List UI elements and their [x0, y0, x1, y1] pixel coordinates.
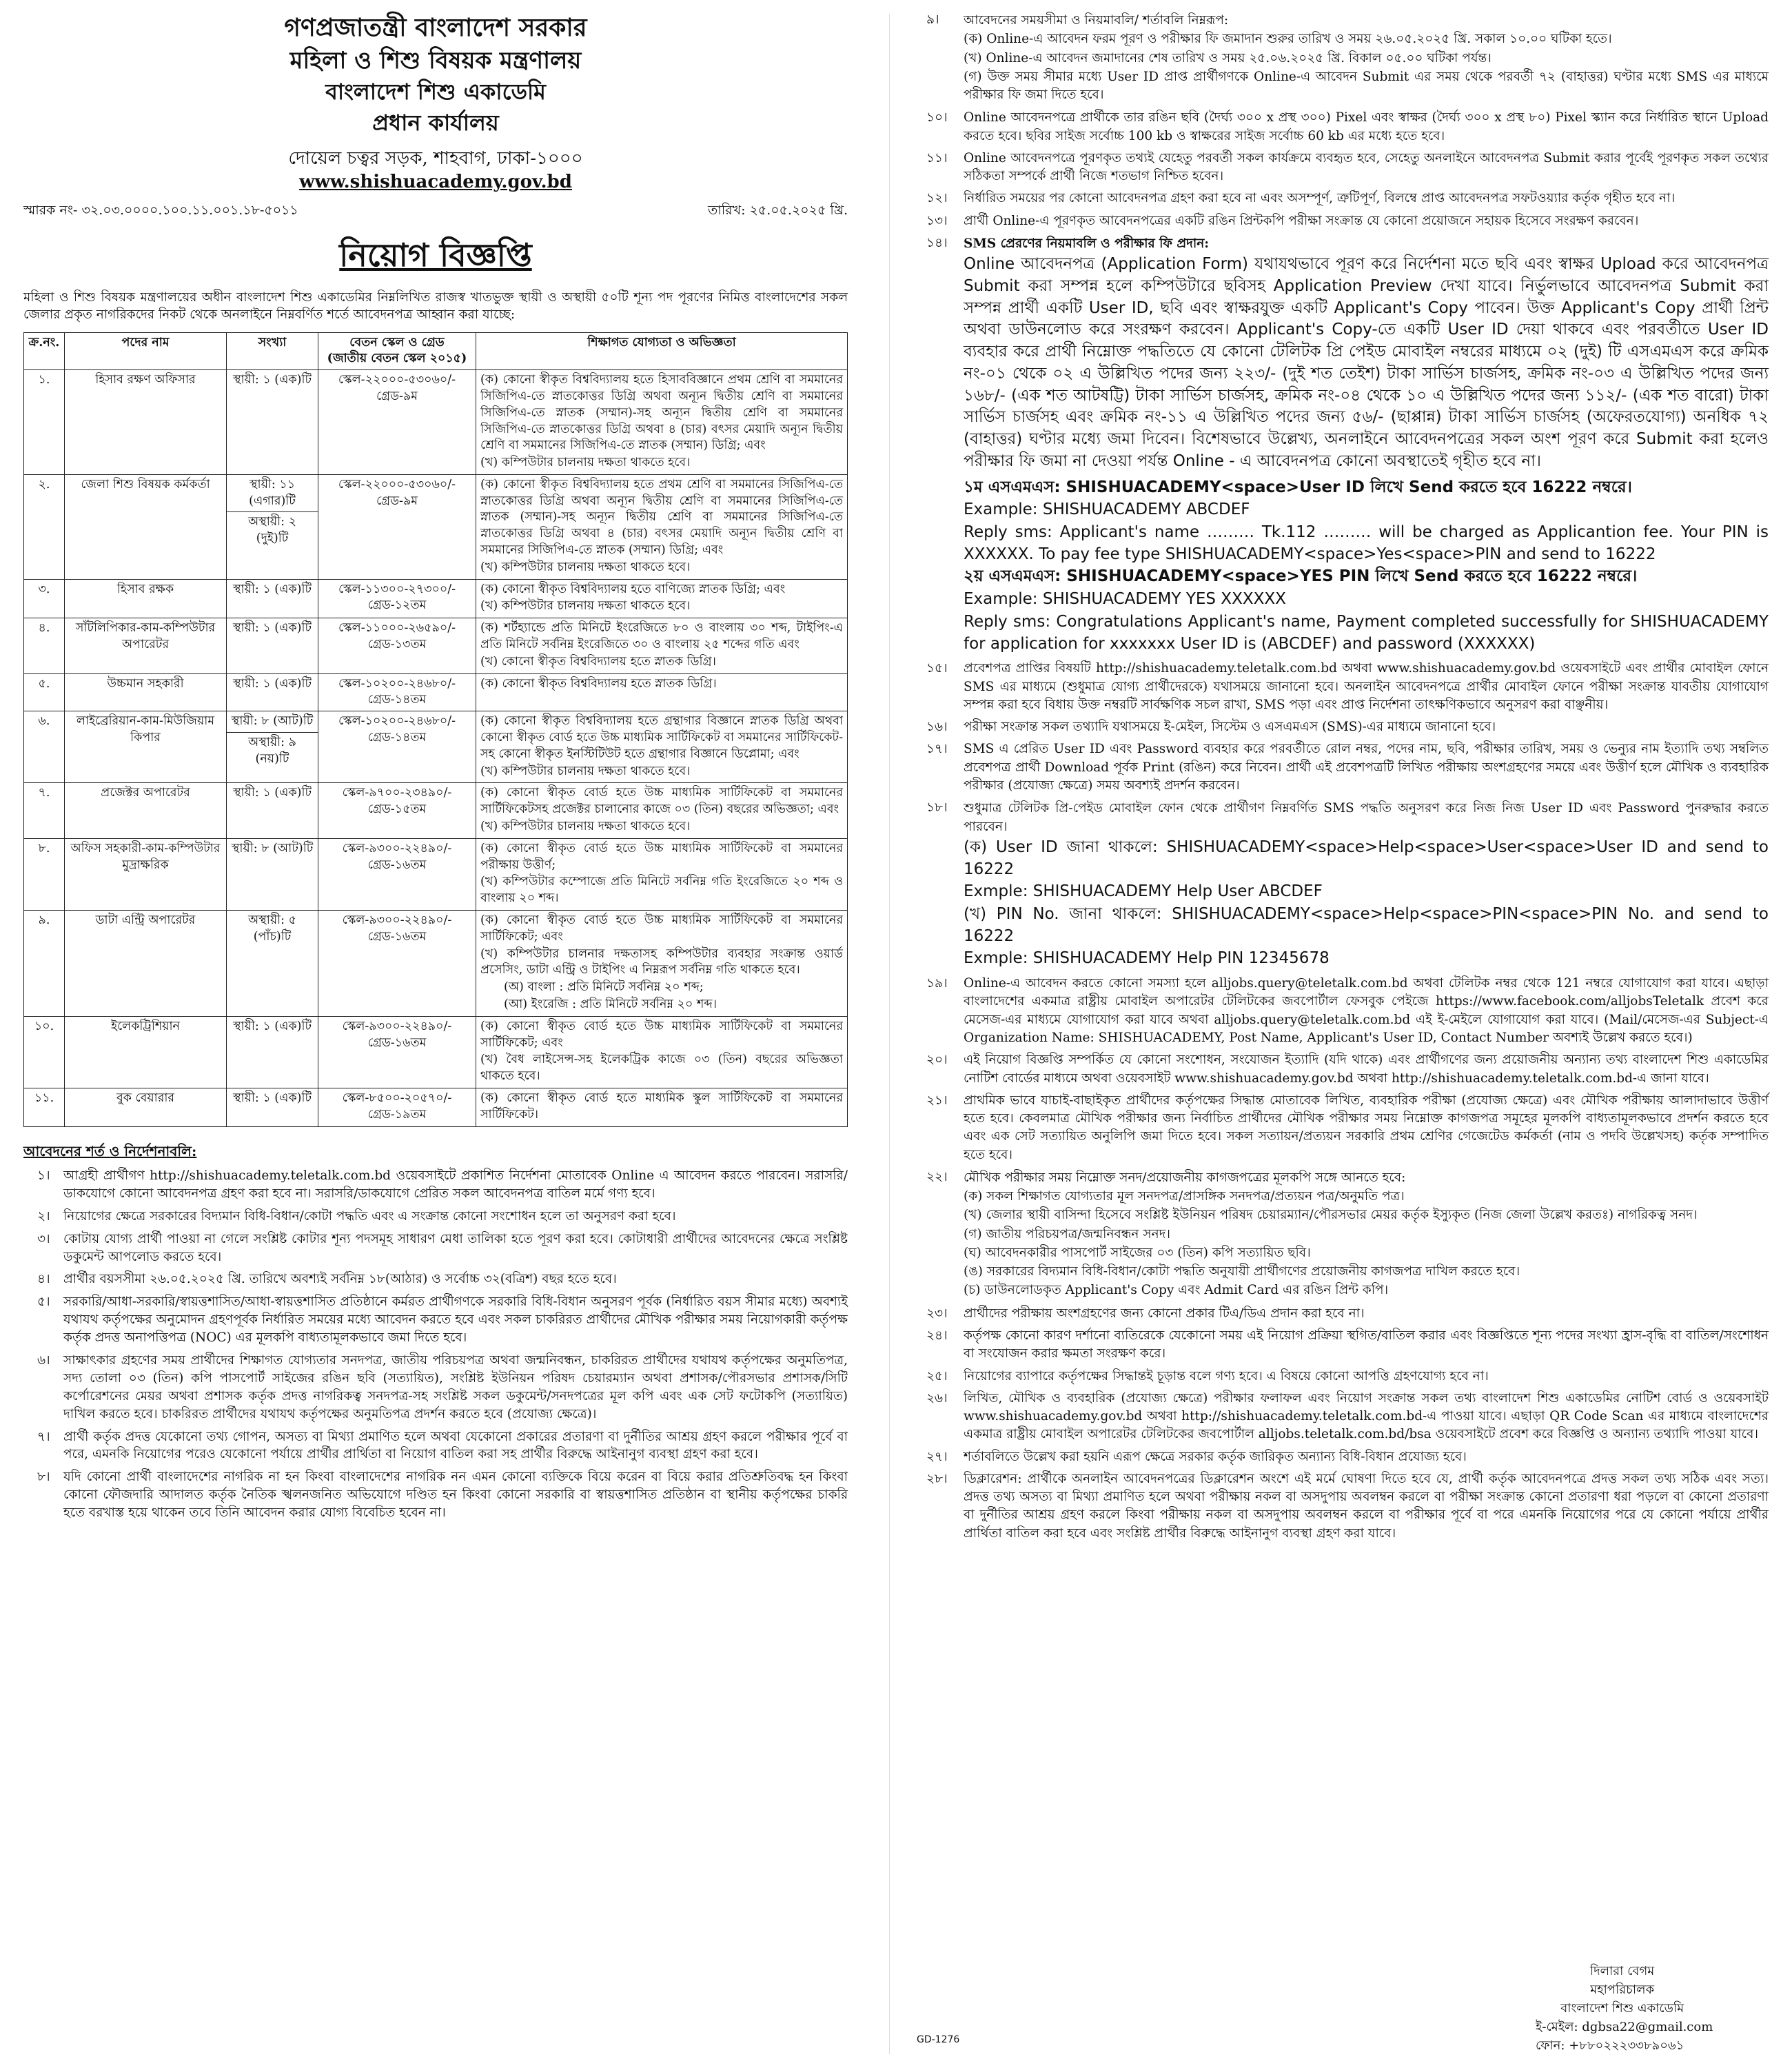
signatory-phone: ফোন: +৮৮০২২২৩৩৮৯০৬১ — [1536, 2038, 1684, 2053]
recovery-pin-example: Exmple: SHISHUACADEMY Help PIN 12345678 — [964, 949, 1330, 968]
viva-doc-a: (ক) সকল শিক্ষাগত যোগ্যতার মূল সনদপত্র/প্রাসঙ্গিক সনদপত্র/প্রত্যয়ন পত্র/অনুমতি পত্র। — [964, 1189, 1405, 1204]
cell-count — [227, 579, 318, 618]
post-count: অস্থায়ী: ২ (দুই)টি — [227, 511, 318, 549]
qualification-line: (খ) কম্পিউটার চালনার দক্ষতাসহ কম্পিউটার ব্যবহার সংক্রান্ত ওয়ার্ড প্রসেসিং, ডাটা এন্ট্রি ও টাইপিং এ নিম্নরূপ সর্বনিম্ন গতি থাকতে হবে। — [480, 946, 843, 977]
memo-number: স্মারক নং- ৩২.০৩.০০০০.১০০.১১.০০১.১৮-৫০১১ — [23, 203, 298, 219]
cell-qualification — [476, 911, 848, 1017]
cell-serial: ১. — [24, 370, 65, 475]
recovery-intro: শুধুমাত্র টেলিটক প্রি-পেইড মোবাইল ফোন থেকে প্রার্থীগণ নিম্নবর্ণিত SMS পদ্ধতি অনুসরণ করে নিজ নিজ User ID এবং Password পুনরুদ্ধার করতে পারবেন। — [964, 801, 1769, 834]
cell-qualification — [476, 838, 848, 910]
item-number: ৪। — [37, 1272, 50, 1287]
table-row — [24, 579, 848, 618]
cell-pay-scale — [318, 370, 476, 475]
item-number: ২৩। — [926, 1306, 948, 1321]
pay-grade: গ্রেড-১৩তম — [367, 638, 427, 652]
cell-count — [227, 1016, 318, 1088]
list-item — [917, 740, 1769, 795]
list-item — [917, 109, 1769, 145]
col-header-scale-sub: (জাতীয় বেতন স্কেল ২০১৫) — [327, 352, 467, 366]
item-number: ১২। — [926, 191, 948, 206]
list-item — [917, 1168, 1769, 1301]
post-count: স্থায়ী: ১ (এক)টি — [232, 621, 312, 636]
cell-qualification — [476, 370, 848, 475]
pay-grade: গ্রেড-১৫তম — [367, 802, 427, 817]
qualification-line: (ক) কোনো স্বীকৃত বোর্ড হতে উচ্চ মাধ্যমিক সার্টিফিকেট বা সমমানের সার্টিফিকেটসহ প্রজেক্টর চালানোর কাজে ০৩ (তিন) বছরের অভিজ্ঞতা; এবং — [480, 786, 843, 817]
table-header-row — [24, 332, 848, 370]
item-number: ১৭। — [926, 742, 948, 757]
cell-count — [227, 783, 318, 838]
org-name: বাংলাদেশ শিশু একাডেমি — [325, 79, 546, 105]
pay-scale: স্কেল-২২০০০-৫৩০৬০/- — [338, 373, 456, 387]
post-count: স্থায়ী: ১ (এক)টি — [232, 582, 312, 596]
intro-paragraph: মহিলা ও শিশু বিষয়ক মন্ত্রণালয়ের অধীন বাংলাদেশ শিশু একাডেমির নিম্নলিখিত রাজস্ব খাতভুক্ত স্থায়ী ও অস্থায়ী ৫০টি শূন্য পদ পূরণের নিমিত্ত বাংলাদেশের সকল জেলার প্রকৃত নাগরিকদের নিকট থেকে অনলাইনে নিম্নবর্ণিত শর্তে আবেদনপত্র আহ্বান করা যাচ্ছে: — [23, 290, 848, 323]
table-row — [24, 474, 848, 579]
cell-post-name: ইলেকট্রিশিয়ান — [65, 1016, 227, 1088]
item-text: প্রার্থী কর্তৃক প্রদত্ত যেকোনো তথ্য গোপন, অসত্য বা মিথ্যা প্রমাণিত হলে অথবা যেকোনো প্রকারের প্রতারণা বা দুর্নীতির আশ্রয় গ্রহণ করলে পরীক্ষার পূর্বে বা পরে, এমনকি নিয়োগের পরেও যেকোনো পর্যায়ে প্রার্থীর প্রার্থিতা বা নিয়োগ বাতিল করা সহ প্রার্থীর বিরুদ্ধে আইনানুগ ব্যবস্থা গ্রহণ করা হবে। — [63, 1429, 848, 1462]
sms-instructions: Online আবেদনপত্র (Application Form) যথাযথভাবে পূরণ করে নির্দেশনা মতে ছবি এবং স্বাক্ষর Upload করে আবেদনপত্র Submit করা সম্পন্ন হলে কম্পিউটারে ছবিসহ Application Preview দেখা যাবে। নির্ভুলভাবে আবেদনপত্র Submit করা সম্পন্ন প্রার্থী একটি User ID, ছবি এবং স্বাক্ষরযুক্ত একটি Applicant's Copy পাবেন। উক্ত Applicant's Copy প্রার্থী প্রিন্ট অথবা ডাউনলোড করে সংরক্ষণ করবেন। Applicant's Copy-তে একটি User ID দেয়া থাকবে এবং পরবর্তীতে User ID ব্যবহার করে প্রার্থী নিম্নোক্ত পদ্ধতিতে যে কোনো টেলিটক প্রি পেইড মোবাইল নম্বরের মাধ্যমে ০২ (দুই) টি এসএমএস করে ক্রমিক নং-০১ থেকে ০২ এ উল্লিখিত পদের জন্য ২২৩/- (দুই শত তেইশ) টাকা সার্ভিস চার্জসহ, ক্রমিক নং-০৩ এ উল্লিখিত পদের জন্য ১৬৮/- (এক শত আটষট্টি) টাকা সার্ভিস চার্জসহ, ক্রমিক নং-০৪ থেকে ১০ এ উল্লিখিত পদের জন্য ১১২/- (এক শত বারো) টাকা সার্ভিস চার্জসহ এবং ক্রমিক নং-১১ এ উল্লিখিত পদের জন্য ৫৬/- (ছাপ্পান্ন) টাকা সার্ভিস চার্জসহ (অফেরতযোগ্য) অনধিক ৭২ (বাহাত্তর) ঘণ্টার মধ্যে জমা দিবেন। বিশেষভাবে উল্লেখ্য, অনলাইনে আবেদনপত্রের সকল অংশ পূরণ করে Submit করা হলেও পরীক্ষার ফি জমা না দেওয়া পর্যন্ত Online - এ আবেদনপত্র কোনো অবস্থাতেই গৃহীত হবে না। — [964, 255, 1769, 470]
right-column — [917, 11, 1769, 1547]
cell-post-name: ডাটা এন্ট্রি অপারেটর — [65, 911, 227, 1017]
pay-grade: গ্রেড-৯ম — [376, 389, 418, 403]
viva-doc-c: (গ) জাতীয় পরিচয়পত্র/জন্মনিবন্ধন সনদ। — [964, 1226, 1170, 1241]
qualification-line: (খ) বৈধ লাইসেন্স-সহ ইলেকট্রিক কাজে ০৩ (তিন) বছরের অভিজ্ঞতা থাকতে হবে। — [480, 1053, 843, 1084]
list-item — [917, 11, 1769, 105]
list-item — [917, 150, 1769, 186]
item-text: পরীক্ষা সংক্রান্ত সকল তথ্যাদি যথাসময়ে ই-মেইল, সিস্টেম ও এসএমএস (SMS)-এর মাধ্যমে জানানো হবে। — [964, 720, 1496, 735]
pay-grade: গ্রেড-১৬তম — [367, 858, 427, 872]
list-item — [917, 190, 1769, 207]
deadline-fee: (গ) উক্ত সময় সীমার মধ্যে User ID প্রাপ্ত প্রার্থীগণকে Online-এ আবেদন Submit এর সময় থেকে পরবর্তী ৭২ (বাহাত্তর) ঘণ্টার মধ্যে SMS এর মাধ্যমে পরীক্ষার ফি জমা দিতে হবে। — [964, 69, 1769, 103]
cell-qualification — [476, 711, 848, 783]
signature-block — [1531, 1962, 1713, 2055]
sms-second-example: Example: SHISHUACADEMY YES XXXXXX — [964, 590, 1286, 609]
item-number: ১৯। — [926, 976, 948, 991]
qualification-line: (খ) কম্পিউটার কম্পোজে প্রতি মিনিটে সর্বনিম্ন গতি ইংরেজিতে ২০ শব্দ ও বাংলায় ২০ শব্দ। — [480, 875, 843, 906]
item-number: ৬। — [37, 1352, 50, 1368]
sms-heading: SMS প্রেরণের নিয়মাবলি ও পরীক্ষার ফি প্রদান: — [964, 236, 1210, 251]
recovery-userid: (ক) User ID জানা থাকলে: SHISHUACADEMY<space>Help<space>User<space>User ID and send to 16222 — [964, 838, 1769, 878]
item-text: সরকারি/আধা-সরকারি/স্বায়ত্তশাসিত/আধা-স্বায়ত্তশাসিত প্রতিষ্ঠানে কর্মরত প্রার্থীগণকে সরকারি বিধি-বিধান অনুসরণ পূর্বক (নির্ধারিত বয়স সীমার মধ্যে) অবশ্যই যথাযথ কর্তৃপক্ষের অনুমোদন গ্রহণপূর্বক নির্ধারিত সময়ের মধ্যে আবেদন করতে হবে এবং সকল চাকরিরত প্রার্থীদের মৌখিক পরীক্ষার সময় নিয়োগকারী কর্তৃপক্ষ কর্তৃক প্রদত্ত অনাপত্তিপত্র (NOC) এর মূলকপি বাধ্যতামূলকভাবে জমা দিতে হবে। — [63, 1295, 848, 1346]
pay-scale: স্কেল-১১৩০০-২৭৩০০/- — [338, 582, 456, 596]
qualification-line: (ক) কোনো স্বীকৃত বিশ্ববিদ্যালয় হতে প্রথম শ্রেণি বা সমমানের সিজিপিএ-তে স্নাতকোত্তর ডিগ্রি অথবা অন্যূন দ্বিতীয় শ্রেণি বা সমমানের সিজিপিএ-তে স্নাতক (সম্মান)-সহ অন্যূন দ্বিতীয় শ্রেণি বা সমমানের সিজিপিএ-তে স্নাতকোত্তর ডিগ্রি অথবা ৪ (চার) বৎসর মেয়াদি অন্যূন দ্বিতীয় শ্রেণি বা সমমানের সিজিপিএ-তে স্নাতক (সম্মান) ডিগ্রি; এবং — [480, 477, 843, 558]
govt-name: গণপ্রজাতন্ত্রী বাংলাদেশ সরকার — [284, 13, 587, 42]
list-item — [917, 1470, 1769, 1543]
cell-pay-scale — [318, 711, 476, 783]
table-row — [24, 1016, 848, 1088]
qualification-line: (অ) বাংলা : প্রতি মিনিটে সর্বনিম্ন ২০ শব্দ; — [504, 980, 704, 995]
post-count: স্থায়ী: ১ (এক)টি — [232, 1091, 312, 1105]
post-count: অস্থায়ী: ৫ (পাঁচ)টি — [248, 913, 296, 944]
pay-grade: গ্রেড-৯ম — [376, 494, 418, 508]
table-row — [24, 618, 848, 673]
item-text: যদি কোনো প্রার্থী বাংলাদেশের নাগরিক না হন কিংবা বাংলাদেশের নাগরিক নন এমন কোনো ব্যক্তিকে বিয়ে করেন বা বিয়ে করার প্রতিশ্রুতিবদ্ধ হন কিংবা কোনো ফৌজদারি আদালত কর্তৃক নৈতিক স্খলনজনিত অভিযোগে দণ্ডিত হন কিংবা কোনো সরকারি বা স্বায়ত্তশাসিত প্রতিষ্ঠান বা স্থানীয় কর্তৃপক্ষের চাকরি হতে বরখাস্ত হয়ে থাকেন তবে তিনি আবেদন করার যোগ্য বিবেচিত হবেন না। — [63, 1470, 848, 1521]
recovery-pin: (খ) PIN No. জানা থাকলে: SHISHUACADEMY<space>Help<space>PIN<space>PIN No. and send to 16222 — [964, 905, 1769, 945]
signatory-email[interactable]: ই-মেইল: dgbsa22@gmail.com — [1536, 2020, 1713, 2034]
cell-pay-scale — [318, 474, 476, 579]
sms-first-reply: Reply sms: Applicant's name ……… Tk.112 ……… will be charged as Applicantion fee. Your PIN is XXXXXX. To pay fee type SHISHUACADEMY<space>Yes<space>PIN and send to 16222 — [964, 523, 1769, 563]
pay-scale: স্কেল-৯৭০০-২৩৪৯০/- — [342, 786, 452, 800]
list-item — [917, 1051, 1769, 1088]
cell-post-name: হিসাব রক্ষণ অফিসার — [65, 370, 227, 475]
item-text: শর্তাবলিতে উল্লেখ করা হয়নি এরূপ ক্ষেত্রে সরকার কর্তৃক জারিকৃত অন্যান্য বিধি-বিধান প্রযোজ্য হবে। — [964, 1449, 1467, 1464]
website-link[interactable]: www.shishuacademy.gov.bd — [299, 172, 572, 193]
viva-doc-d: (ঘ) আবেদনকারীর পাসপোর্ট সাইজের ০৩ (তিন) কপি সত্যায়িত ছবি। — [964, 1245, 1311, 1260]
item-text: Online-এ আবেদন করতে কোনো সমস্যা হলে alljobs.query@teletalk.com.bd অথবা টেলিটক নম্বর থেকে 121 নম্বরে যোগাযোগ করা যাবে। এছাড়া বাংলাদেশের একমাত্র রাষ্ট্রীয় মোবাইল অপারেটর টেলিটকের জবপোর্টাল ফেসবুক পেইজে https://www.facebook.com/alljobsTeletalk প্রবেশ করে মেসেজ-এর মাধ্যমে যোগাযোগ করা যাবে অথবা alljobs.query@teletalk.com.bd এই ই-মেইলে যোগাযোগ করা যাবে। (Mail/মেসেজ-এর Subject-এ Organization Name: SHISHUACADEMY, Post Name, Applicant's User ID, Contact Number অবশ্যই উল্লেখ করতে হবে।) — [964, 976, 1769, 1045]
cell-post-name: উচ্চমান সহকারী — [65, 673, 227, 711]
post-count: স্থায়ী: ১ (এক)টি — [232, 1019, 312, 1033]
qualification-line: (ক) কোনো স্বীকৃত বোর্ড হতে মাধ্যমিক স্কুল সার্টিফিকেট বা সমমানের সার্টিফিকেট। — [480, 1091, 843, 1122]
pay-scale: স্কেল-১১০০০-২৬৫৯০/- — [338, 621, 456, 636]
pay-grade: গ্রেড-১২তম — [367, 598, 427, 613]
list-item — [917, 975, 1769, 1047]
pay-grade: গ্রেড-১৬তম — [367, 1035, 427, 1050]
item-number: ১৬। — [926, 720, 948, 735]
cell-pay-scale — [318, 911, 476, 1017]
pay-scale: স্কেল-১০২০০-২৪৬৮০/- — [338, 676, 456, 691]
list-item — [917, 1448, 1769, 1466]
qualification-line: (খ) কম্পিউটার চালনায় দক্ষতা থাকতে হবে। — [480, 764, 691, 778]
recovery-userid-example: Exmple: SHISHUACADEMY Help User ABCDEF — [964, 882, 1323, 901]
viva-docs-intro: মৌখিক পরীক্ষার সময় নিম্নোক্ত সনদ/প্রয়োজনীয় কাগজপত্রের মূলকপি সঙ্গে আনতে হবে: — [964, 1170, 1406, 1185]
notice-title — [23, 234, 848, 276]
office-name: প্রধান কার্যালয় — [372, 109, 499, 136]
item-number: ২৫। — [926, 1368, 948, 1383]
memo-date: তারিখ: ২৫.০৫.২০২৫ খ্রি. — [707, 203, 848, 219]
list-item — [23, 1468, 848, 1522]
office-address: দোয়েল চত্বর সড়ক, শাহবাগ, ঢাকা-১০০০ — [288, 148, 583, 169]
sms-second-reply: Reply sms: Congratulations Applicant's name, Payment completed successfully for SHISHUACADEMY for application for xxxxxxx User ID is (ABCDEF) and password (XXXXXX) — [964, 612, 1769, 653]
qualification-line: (ক) কোনো স্বীকৃত বোর্ড হতে উচ্চ মাধ্যমিক সার্টিফিকেট বা সমমানের সার্টিফিকেট; এবং — [480, 1019, 843, 1050]
qualification-line: (খ) কম্পিউটার চালনায় দক্ষতা থাকতে হবে। — [480, 456, 691, 470]
item-number: ২২। — [926, 1169, 948, 1184]
posts-table-body — [24, 370, 848, 1126]
cell-serial: ২. — [24, 474, 65, 579]
item-text: নিয়োগের ব্যাপারে কর্তৃপক্ষের সিদ্ধান্তই চূড়ান্ত বলে গণ্য হবে। এ বিষয়ে কোনো আপত্তি গ্রহণযোগ্য হবে না। — [964, 1368, 1489, 1383]
cell-pay-scale — [318, 618, 476, 673]
col-header-scale-title: বেতন স্কেল ও গ্রেড — [349, 335, 445, 349]
cell-serial: ৫. — [24, 673, 65, 711]
item-number: ১৩। — [926, 213, 948, 228]
list-item — [917, 660, 1769, 714]
qualification-line: (খ) কোনো স্বীকৃত বিশ্ববিদ্যালয় হতে স্নাতক ডিগ্রি। — [480, 654, 716, 669]
item-text: এই নিয়োগ বিজ্ঞপ্তি সম্পর্কিত যে কোনো সংশোধন, সংযোজন ইত্যাদি (যদি থাকে) এবং প্রার্থীগণের জন্য প্রয়োজনীয় অন্যান্য তথ্য বাংলাদেশ শিশু একাডেমির নোটিশ বোর্ডের মাধ্যমে অথবা ওয়েবসাইট www.shishuacademy.gov.bd অথবা http://shishuacademy.teletalk.com.bd-এ জানা যাবে। — [964, 1053, 1769, 1086]
cell-post-name: প্রজেক্টর অপারেটর — [65, 783, 227, 838]
qualification-line: (ক) কোনো স্বীকৃত বোর্ড হতে উচ্চ মাধ্যমিক সার্টিফিকেট বা সমমানের সার্টিফিকেট; এবং — [480, 913, 843, 944]
cell-pay-scale — [318, 838, 476, 910]
cell-serial: ৬. — [24, 711, 65, 783]
list-item — [23, 1428, 848, 1464]
cell-count — [227, 911, 318, 1017]
cell-serial: ১০. — [24, 1016, 65, 1088]
post-count: স্থায়ী: ৮ (আট)টি — [231, 714, 314, 729]
table-row — [24, 911, 848, 1017]
col-header-qualification: শিক্ষাগত যোগ্যতা ও অভিজ্ঞতা — [476, 332, 848, 370]
table-row — [24, 711, 848, 783]
list-item — [917, 1327, 1769, 1364]
item-text: প্রবেশপত্র প্রাপ্তির বিষয়টি http://shishuacademy.teletalk.com.bd অথবা www.shishuacademy.gov.bd ওয়েবসাইটে এবং প্রার্থীর মোবাইল ফোনে SMS এর মাধ্যমে (শুধুমাত্র যোগ্য প্রার্থীদেরকে) যথাসময়ে জানানো হবে। অনলাইন আবেদনপত্রে প্রার্থীর মোবাইল ফোনে পরীক্ষা সংক্রান্ত যাবতীয় যোগাযোগ সম্পন্ন করা হবে বিধায় উক্ত নম্বরটি সার্বক্ষণিক সচল রাখা, SMS পড়া এবং প্রাপ্ত নির্দেশনা তাৎক্ষণিকভাবে অনুসরণ করা বাঞ্ছনীয়। — [964, 661, 1769, 712]
qualification-line: (ক) কোনো স্বীকৃত বোর্ড হতে উচ্চ মাধ্যমিক সার্টিফিকেট বা সমমানের পরীক্ষায় উত্তীর্ণ; — [480, 841, 843, 872]
signatory-designation: মহাপরিচালক — [1590, 1983, 1655, 1997]
table-row — [24, 370, 848, 475]
table-row — [24, 1088, 848, 1126]
pay-scale: স্কেল-৮৫০০-২০৫৭০/- — [342, 1091, 452, 1105]
list-item — [23, 1230, 848, 1266]
qualification-line: (ক) শর্টহ্যান্ডে প্রতি মিনিটে ইংরেজিতে ৮০ ও বাংলায় ৩০ শব্দ, টাইপিং-এ প্রতি মিনিটে সর্বনিম্ন ইংরেজিতে ৩০ ও বাংলায় ২৫ শব্দের গতি এবং — [480, 621, 843, 652]
deadline-heading: আবেদনের সময়সীমা ও নিয়মাবলি/ শর্তাবলি নিম্নরূপ: — [964, 13, 1229, 28]
list-item — [917, 234, 1769, 656]
letterhead — [23, 11, 848, 194]
item-number: ৩। — [37, 1231, 50, 1246]
cell-count — [227, 618, 318, 673]
qualification-line: (খ) কম্পিউটার চালনায় দক্ষতা থাকতে হবে। — [480, 599, 691, 614]
conditions-title: আবেদনের শর্ত ও নির্দেশনাবলি: — [23, 1142, 197, 1159]
pay-grade: গ্রেড-১৯তম — [367, 1107, 427, 1122]
qualification-line: (খ) কম্পিউটার চালনায় দক্ষতা থাকতে হবে। — [480, 820, 691, 834]
list-item — [917, 799, 1769, 971]
item-text: কোটায় যোগ্য প্রার্থী পাওয়া না গেলে সংশ্লিষ্ট কোটার শূন্য পদসমূহ সাধারণ মেধা তালিকা হতে পূরণ করা হবে। কোটাধারী প্রার্থীদের আবেদনের ক্ষেত্রে সংশ্লিষ্ট ডকুমেন্ট আপলোড করতে হবে। — [63, 1231, 848, 1264]
post-count: স্থায়ী: ১১ (এগার)টি — [249, 477, 296, 508]
item-text: কর্তৃপক্ষ কোনো কারণ দর্শানো ব্যতিরেকে যেকোনো সময় এই নিয়োগ প্রক্রিয়া স্থগিত/বাতিল করার এবং বিজ্ঞপ্তিতে শূন্য পদের সংখ্যা হ্রাস-বৃদ্ধি বা বাতিল/সংশোধন বা সংযোজন করার ক্ষমতা সংরক্ষণ করে। — [964, 1328, 1769, 1361]
cell-post-name: জেলা শিশু বিষয়ক কর্মকর্তা — [65, 474, 227, 579]
pay-scale: স্কেল-১০২০০-২৪৬৮০/- — [338, 714, 456, 729]
item-number: ২৮। — [926, 1471, 948, 1486]
item-text — [964, 1168, 1769, 1301]
list-item — [23, 1293, 848, 1347]
viva-doc-e: (ঙ) সরকারের বিদ্যমান বিধি-বিধান/কোটা পদ্ধতি অনুযায়ী প্রার্থীগণের প্রয়োজনীয় কাগজপত্র দাখিল করতে হবে। — [964, 1264, 1520, 1279]
deadline-end: (খ) Online-এ আবেদন জমাদানের শেষ তারিখ ও সময় ২৫.০৬.২০২৫ খ্রি. বিকাল ০৫.০০ ঘটিকা পর্যন্ত। — [964, 50, 1491, 65]
post-count: স্থায়ী: ৮ (আট)টি — [231, 841, 314, 855]
signatory-name: দিলারা বেগম — [1590, 1964, 1655, 1978]
cell-serial: ৯. — [24, 911, 65, 1017]
cell-pay-scale — [318, 1088, 476, 1126]
item-number: ৭। — [37, 1429, 50, 1444]
post-count: স্থায়ী: ১ (এক)টি — [232, 373, 312, 387]
notice-title-text: নিয়োগ বিজ্ঞপ্তি — [339, 236, 532, 274]
item-number: ২। — [37, 1208, 50, 1224]
left-column — [23, 11, 848, 1527]
item-number: ২০। — [926, 1053, 948, 1068]
table-row — [24, 838, 848, 910]
cell-count — [227, 1088, 318, 1126]
list-item — [917, 1305, 1769, 1323]
item-number: ১৫। — [926, 661, 948, 676]
list-item — [23, 1208, 848, 1226]
col-header-no: ক্র.নং. — [24, 332, 65, 370]
cell-count — [227, 370, 318, 475]
post-count: স্থায়ী: ১ (এক)টি — [232, 786, 312, 800]
item-text: SMS এ প্রেরিত User ID এবং Password ব্যবহার করে পরবর্তীতে রোল নম্বর, পদের নাম, ছবি, পরীক্ষার তারিখ, সময় ও ভেন্যুর নাম ইত্যাদি তথ্য সম্বলিত প্রবেশপত্র প্রার্থী Download পূর্বক Print (রঙিন) করে নিবেন। প্রার্থী এই প্রবেশপত্রটি লিখিত পরীক্ষায় অংশগ্রহণের সময়ে এবং উত্তীর্ণ হলে মৌখিক ও ব্যবহারিক পরীক্ষার (প্রযোজ্য ক্ষেত্রে) সময় অবশ্যই প্রদর্শন করবেন। — [964, 742, 1769, 793]
qualification-line: (আ) ইংরেজি : প্রতি মিনিটে সর্বনিম্ন ২০ শব্দ। — [504, 997, 717, 1011]
pay-grade: গ্রেড-১৬তম — [367, 929, 427, 944]
sms-second: ২য় এসএমএস: SHISHUACADEMY<space>YES PIN লিখে Send করতে হবে 16222 নম্বরে। — [964, 567, 1638, 586]
list-item — [23, 1352, 848, 1423]
cell-qualification — [476, 474, 848, 579]
pay-scale: স্কেল-২২০০০-৫৩০৬০/- — [338, 477, 456, 491]
cell-qualification — [476, 1088, 848, 1126]
item-text: আগ্রহী প্রার্থীগণ http://shishuacademy.teletalk.com.bd ওয়েবসাইটে প্রকাশিত নির্দেশনা মোতাবেক Online এ আবেদন করতে পারবেন। সরাসরি/ডাকযোগে কোনো আবেদনপত্র গ্রহণ করা হবে না। সরাসরি/ডাকযোগে প্রেরিত সকল আবেদনপত্র বাতিল মর্মে গণ্য হবে। — [63, 1168, 848, 1201]
cell-count — [227, 838, 318, 910]
sms-first: ১ম এসএমএস: SHISHUACADEMY<space>User ID লিখে Send করতে হবে 16222 নম্বরে। — [964, 478, 1632, 496]
viva-doc-f: (চ) ডাউনলোডকৃত Applicant's Copy এবং Admit Card এর রঙিন প্রিন্ট কপি। — [964, 1283, 1389, 1298]
item-text: সাক্ষাৎকার গ্রহণের সময় প্রার্থীদের শিক্ষাগত যোগ্যতার সনদপত্র, জাতীয় পরিচয়পত্র অথবা জন্মনিবন্ধন, চাকরিরত প্রার্থীদের যথাযথ কর্তৃপক্ষের অনুমতিপত্র, সদ্য তোলা ০৩ (তিন) কপি পাসপোর্ট সাইজের রঙিন ছবি (সত্যায়িত), সংশ্লিষ্ট ইউনিয়ন পরিষদ চেয়ারম্যান অথবা প্রশাসক/পৌরসভার প্রশাসক/সিটি কর্পোরেশনের মেয়র অথবা প্রশাসক কর্তৃক প্রদত্ত নাগরিকত্ব সনদপত্র-সহ সংশ্লিষ্ট সকল ডকুমেন্ট/সনদপত্রের মূল কপি এবং এক সেট ফটোকপি (সত্যায়িত) দাখিল করতে হবে। চাকরিরত প্রার্থীদের যথাযথ কর্তৃপক্ষের অনুমতিপত্র প্রদর্শন করতে হবে (প্রযোজ্য ক্ষেত্রে)। — [63, 1352, 848, 1421]
cell-count — [227, 673, 318, 711]
cell-serial: ৩. — [24, 579, 65, 618]
table-row — [24, 783, 848, 838]
item-number: ২১। — [926, 1093, 948, 1108]
signatory-org: বাংলাদেশ শিশু একাডেমি — [1560, 2001, 1684, 2016]
list-item — [23, 1270, 848, 1288]
cell-serial: ৭. — [24, 783, 65, 838]
item-text: প্রার্থী Online-এ পূরণকৃত আবেদনপত্রের একটি রঙিন প্রিন্টকপি পরীক্ষা সংক্রান্ত যে কোনো প্রয়োজনে সহায়ক হিসেবে সংরক্ষণ করবেন। — [964, 213, 1639, 228]
item-number: ৯। — [926, 12, 939, 27]
pay-scale: স্কেল-৯৩০০-২২৪৯০/- — [342, 1019, 452, 1033]
cell-qualification — [476, 579, 848, 618]
item-number: ১। — [37, 1168, 50, 1183]
conditions-list — [23, 1167, 848, 1522]
item-text: লিখিত, মৌখিক ও ব্যবহারিক (প্রযোজ্য ক্ষেত্রে) পরীক্ষার ফলাফল এবং নিয়োগ সংক্রান্ত সকল তথ্য বাংলাদেশ শিশু একাডেমির নোটিশ বোর্ড ও ওয়েবসাইট www.shishuacademy.gov.bd অথবা http://shishuacademy.teletalk.com.bd-এ পাওয়া যাবে। এছাড়া QR Code Scan এর মাধ্যমে বাংলাদেশের একমাত্র রাষ্ট্রীয় মোবাইল অপারেটর টেলিটকের জবপোর্টাল alljobs.teletalk.com.bd/bsa ওয়েবসাইটে প্রবেশ করে বিজ্ঞপ্তি ও অন্যান্য তথ্যাদি পাওয়া যাবে। — [964, 1390, 1769, 1442]
item-text: প্রার্থীদের পরীক্ষায় অংশগ্রহণের জন্য কোনো প্রকার টিএ/ডিএ প্রদান করা হবে না। — [964, 1306, 1365, 1321]
cell-pay-scale — [318, 579, 476, 618]
post-count: স্থায়ী: ১ (এক)টি — [232, 676, 312, 691]
cell-qualification — [476, 673, 848, 711]
item-number: ৫। — [37, 1295, 50, 1310]
post-count: অস্থায়ী: ৯ (নয়)টি — [227, 732, 318, 770]
col-header-scale — [318, 332, 476, 370]
item-number: ২৭। — [926, 1449, 948, 1464]
cell-post-name: অফিস সহকারী-কাম-কম্পিউটার মুদ্রাক্ষরিক — [65, 838, 227, 910]
col-header-post: পদের নাম — [65, 332, 227, 370]
cell-post-name: হিসাব রক্ষক — [65, 579, 227, 618]
cell-count — [227, 711, 318, 783]
pay-scale: স্কেল-৯৩০০-২২৪৯০/- — [342, 913, 452, 928]
qualification-line: (ক) কোনো স্বীকৃত বিশ্ববিদ্যালয় হতে স্নাতক ডিগ্রি। — [480, 676, 717, 691]
qualification-line: (খ) কম্পিউটার চালনায় দক্ষতা থাকতে হবে। — [480, 560, 691, 574]
item-text — [964, 234, 1769, 656]
list-item — [917, 212, 1769, 230]
pay-grade: গ্রেড-১৪তম — [367, 731, 427, 745]
column-divider — [889, 14, 890, 2054]
footer-code: GD-1276 — [917, 2034, 960, 2045]
cell-post-name: সাঁটলিপিকার-কাম-কম্পিউটার অপারেটর — [65, 618, 227, 673]
cell-serial: ৪. — [24, 618, 65, 673]
cell-qualification — [476, 783, 848, 838]
item-number: ১১। — [926, 150, 948, 165]
item-number: ১০। — [926, 110, 948, 125]
qualification-line: (ক) কোনো স্বীকৃত বিশ্ববিদ্যালয় হতে বাণিজ্যে স্নাতক ডিগ্রি; এবং — [480, 582, 786, 596]
viva-doc-b: (খ) জেলার স্থায়ী বাসিন্দা হিসেবে সংশ্লিষ্ট ইউনিয়ন পরিষদ চেয়ারম্যান/পৌরসভার মেয়র কর্তৃক ইস্যুকৃত (নিজ জেলা উল্লেখ করতঃ) নাগরিকত্ব সনদ। — [964, 1208, 1698, 1223]
list-item — [917, 1092, 1769, 1164]
item-number: ৮। — [37, 1470, 50, 1485]
item-number: ১৪। — [926, 235, 948, 250]
qualification-line: (ক) কোনো স্বীকৃত বিশ্ববিদ্যালয় হতে হিসাববিজ্ঞানে প্রথম শ্রেণি বা সমমানের সিজিপিএ-তে স্নাতকোত্তর ডিগ্রি অথবা অন্যূন দ্বিতীয় শ্রেণি বা সমমানের সিজিপিএ-তে স্নাতক (সম্মান)-সহ অন্যূন দ্বিতীয় শ্রেণি বা সমমানের সিজিপিএ-তে স্নাতকোত্তর ডিগ্রি অথবা ৪ (চার) বৎসর মেয়াদি অন্যূন দ্বিতীয় শ্রেণি বা সমমানের সিজিপিএ-তে স্নাতক (সম্মান) ডিগ্রি; এবং — [480, 373, 843, 453]
item-number: ১৮। — [926, 800, 948, 815]
item-text: Online আবেদনপত্রে প্রার্থীকে তার রঙিন ছবি (দৈর্ঘ্য ৩০০ x প্রস্থ ৩০০) Pixel এবং স্বাক্ষর (দৈর্ঘ্য ৩০০ x প্রস্থ ৮০) Pixel স্ক্যান করে নির্ধারিত স্থানে Upload করতে হবে। ছবির সাইজ সর্বোচ্চ 100 kb ও স্বাক্ষরের সাইজ সর্বোচ্চ 60 kb এর মধ্যে হতে হবে। — [964, 110, 1769, 143]
item-text — [964, 799, 1769, 971]
item-number: ২৪। — [926, 1328, 948, 1343]
cell-count — [227, 474, 318, 579]
col-header-count: সংখ্যা — [227, 332, 318, 370]
item-text: প্রার্থীর বয়সসীমা ২৬.০৫.২০২৫ খ্রি. তারিখে অবশ্যই সর্বনিম্ন ১৮(আঠার) ও সর্বোচ্চ ৩২(বত্রিশ) বছর হতে হবে। — [63, 1272, 617, 1287]
memo-line — [23, 202, 848, 219]
cell-post-name: বুক বেয়ারার — [65, 1088, 227, 1126]
posts-table — [23, 332, 848, 1127]
list-item — [917, 1368, 1769, 1386]
cell-post-name: লাইব্রেরিয়ান-কাম-মিউজিয়াম কিপার — [65, 711, 227, 783]
pay-scale: স্কেল-৯৩০০-২২৪৯০/- — [342, 841, 452, 855]
deadline-start: (ক) Online-এ আবেদন ফরম পূরণ ও পরীক্ষার ফি জমাদান শুরুর তারিখ ও সময় ২৬.০৫.২০২৫ খ্রি. সকাল ১০.০০ ঘটিকা হতে। — [964, 32, 1612, 47]
item-text: নির্ধারিত সময়ের পর কোনো আবেদনপত্র গ্রহণ করা হবে না এবং অসম্পূর্ণ, ত্রুটিপূর্ণ, বিলম্বে প্রাপ্ত আবেদনপত্র সফটওয়্যার কর্তৃক গৃহীত হবে না। — [964, 191, 1676, 206]
item-text: ডিক্লারেশন: প্রার্থীকে অনলাইন আবেদনপত্রের ডিক্লারেশন অংশে এই মর্মে ঘোষণা দিতে হবে যে, প্রার্থী কর্তৃক আবেদনপত্রে প্রদত্ত সকল তথ্য সঠিক এবং সত্য। প্রদত্ত তথ্য অসত্য বা মিথ্যা প্রমাণিত হলে অথবা পরীক্ষায় নকল বা অসদুপায় অবলম্বন করলে বা পরীক্ষা সংক্রান্ত কোনো প্রতারণা ধরা পড়লে বা কোনো প্রতারণা বা দুর্নীতির আশ্রয় গ্রহণ করলে কিংবা পরীক্ষায় নকল বা অসদুপায় অবলম্বন করলে বা পরীক্ষার পূর্বে বা পরে এমনকি নিয়োগের পরে যে কোনো পর্যায়ে প্রার্থীর প্রার্থিতা বাতিল করা হবে এবং সংশ্লিষ্ট প্রার্থীর বিরুদ্ধে আইনানুগ ব্যবস্থা গ্রহণ করা যাবে। — [964, 1471, 1769, 1541]
qualification-line: (ক) কোনো স্বীকৃত বিশ্ববিদ্যালয় হতে গ্রন্থাগার বিজ্ঞানে স্নাতক ডিগ্রি অথবা কোনো স্বীকৃত বোর্ড হতে উচ্চ মাধ্যমিক সার্টিফিকেট বা সমমানের সার্টিফিকেট-সহ কোনো স্বীকৃত ইনস্টিটিউট হতে গ্রন্থাগার বিজ্ঞানে ডিপ্লোমা; এবং — [480, 714, 843, 761]
item-text: Online আবেদনপত্রে পূরণকৃত তথ্যই যেহেতু পরবর্তী সকল কার্যক্রমে ব্যবহৃত হবে, সেহেতু অনলাইনে আবেদনপত্র Submit করার পূর্বেই পূরণকৃত সকল তথ্যের সঠিকতা সম্পর্কে প্রার্থী নিজে শতভাগ নিশ্চিত হবেন। — [964, 150, 1769, 184]
list-item — [917, 718, 1769, 736]
cell-pay-scale — [318, 783, 476, 838]
pay-grade: গ্রেড-১৪তম — [367, 693, 427, 707]
list-item — [917, 1390, 1769, 1444]
sms-first-example: Example: SHISHUACADEMY ABCDEF — [964, 500, 1250, 519]
cell-qualification — [476, 618, 848, 673]
cell-serial: ১১. — [24, 1088, 65, 1126]
cell-serial: ৮. — [24, 838, 65, 910]
cell-pay-scale — [318, 673, 476, 711]
cell-qualification — [476, 1016, 848, 1088]
item-text: প্রাথমিক ভাবে যাচাই-বাছাইকৃত প্রার্থীদের কর্তৃপক্ষের সিদ্ধান্ত মোতাবেক লিখিত, ব্যবহারিক পরীক্ষা (প্রযোজ্য ক্ষেত্রে) এবং মৌখিক পরীক্ষায় আলাদাভাবে উত্তীর্ণ হতে হবে। কেবলমাত্র মৌখিক পরীক্ষার জন্য নির্বাচিত প্রার্থীদের মৌখিক পরীক্ষার সময় নিম্নোক্ত কাগজপত্র সমূহের মূলকপি বাধ্যতামূলকভাবে প্রদর্শন করতে হবে এবং এক সেট সত্যায়িত অনুলিপি জমা দিতে হবে। সকল সত্যায়ন/প্রত্যয়ন সরকারি প্রথম শ্রেণির গেজেটেড কর্মকর্তা (নাম ও পদবি উল্লেখসহ) কর্তৃক সম্পাদিত হতে হবে। — [964, 1093, 1769, 1162]
item-text: নিয়োগের ক্ষেত্রে সরকারের বিদ্যমান বিধি-বিধান/কোটা পদ্ধতি এবং এ সংক্রান্ত কোনো সংশোধন হলে তা অনুসরণ করা হবে। — [63, 1208, 676, 1224]
table-row — [24, 673, 848, 711]
item-text — [964, 11, 1769, 105]
cell-pay-scale — [318, 1016, 476, 1088]
ministry-name: মহিলা ও শিশু বিষয়ক মন্ত্রণালয় — [289, 46, 582, 74]
list-item — [23, 1167, 848, 1203]
item-number: ২৬। — [926, 1390, 948, 1406]
